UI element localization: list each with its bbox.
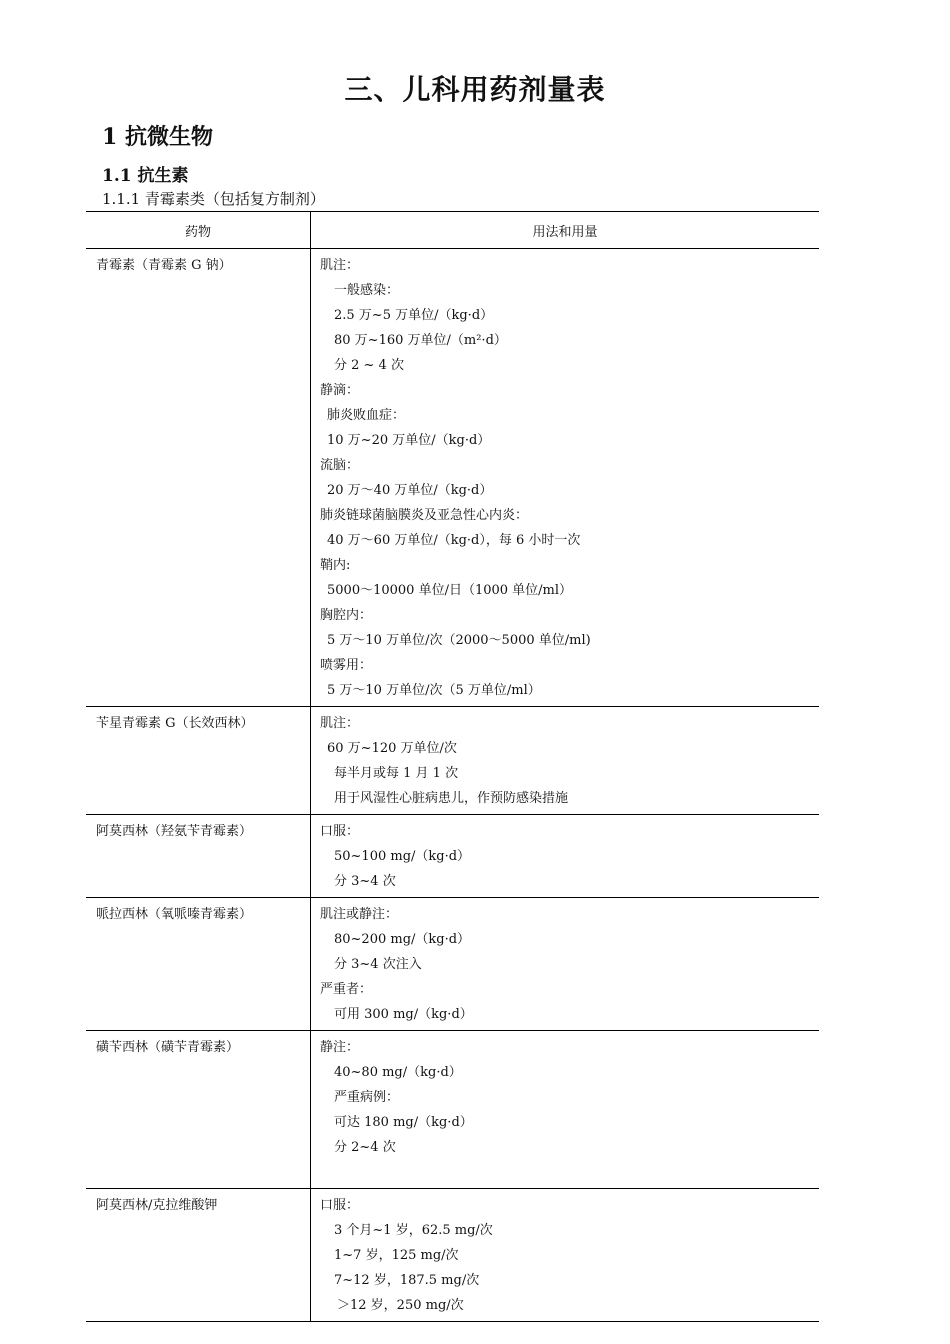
header-usage: 用法和用量 bbox=[311, 212, 820, 249]
dosage-line: 口服： bbox=[320, 824, 360, 839]
dosage-line: ＞12 岁，250 mg/次 bbox=[337, 1298, 464, 1313]
dosage-line: 每半月或每 1 月 1 次 bbox=[334, 766, 459, 781]
dosage-table bbox=[86, 211, 819, 1322]
section-heading: 1 抗微生物 bbox=[102, 124, 213, 150]
dosage-line: 口服： bbox=[320, 1198, 360, 1213]
table-row bbox=[86, 1031, 819, 1189]
table-body bbox=[86, 249, 819, 1322]
drug-name-cell: 磺苄西林（磺苄青霉素） bbox=[86, 1031, 311, 1189]
dosage-line: 分 3~4 次 bbox=[334, 874, 396, 889]
table-row bbox=[86, 707, 819, 815]
usage-dosage-cell bbox=[311, 898, 820, 1031]
drug-name-cell: 苄星青霉素 G（长效西林） bbox=[86, 707, 311, 815]
dosage-line: 胸腔内： bbox=[320, 608, 373, 623]
dosage-line: 一般感染： bbox=[334, 283, 400, 298]
dosage-line: 分 2 ~ 4 次 bbox=[334, 358, 404, 373]
dosage-line: 鞘内: bbox=[320, 558, 351, 573]
dosage-line: 肌注： bbox=[320, 258, 360, 273]
dosage-line: 5 万～10 万单位/次（5 万单位/ml） bbox=[327, 683, 541, 698]
usage-dosage-cell bbox=[311, 707, 820, 815]
dosage-line: 80~200 mg/（kg·d） bbox=[334, 932, 471, 947]
drug-name-cell: 阿莫西林/克拉维酸钾 bbox=[86, 1189, 311, 1322]
drug-name-cell: 哌拉西林（氧哌嗪青霉素） bbox=[86, 898, 311, 1031]
drug-name-cell: 阿莫西林（羟氨苄青霉素） bbox=[86, 815, 311, 898]
dosage-line: 50~100 mg/（kg·d） bbox=[334, 849, 471, 864]
dosage-line: 分 3~4 次注入 bbox=[334, 957, 422, 972]
dosage-line: 40~80 mg/（kg·d） bbox=[334, 1065, 462, 1080]
dosage-line: 用于风湿性心脏病患儿，作预防感染措施 bbox=[334, 791, 569, 806]
document-title: 三、儿科用药剂量表 bbox=[344, 73, 606, 106]
dosage-line: 静滴： bbox=[320, 383, 360, 398]
table-row bbox=[86, 898, 819, 1031]
dosage-line: 20 万～40 万单位/（kg·d） bbox=[327, 483, 493, 498]
subsubsection-heading: 1.1.1 青霉素类（包括复方制剂） bbox=[102, 190, 325, 208]
dosage-line: 肺炎链球菌脑膜炎及亚急性心内炎： bbox=[320, 508, 529, 523]
drug-name-cell: 青霉素（青霉素 G 钠） bbox=[86, 249, 311, 707]
table-header-row bbox=[86, 212, 819, 249]
dosage-line: 肺炎败血症： bbox=[327, 408, 406, 423]
header-drug: 药物 bbox=[86, 212, 311, 249]
dosage-line: 肌注或静注： bbox=[320, 907, 399, 922]
table-row bbox=[86, 249, 819, 707]
dosage-line: 80 万~160 万单位/（m²·d） bbox=[334, 333, 507, 348]
usage-dosage-cell bbox=[311, 1189, 820, 1322]
dosage-line: 喷雾用： bbox=[320, 658, 373, 673]
dosage-line: 静注： bbox=[320, 1040, 360, 1055]
dosage-line: 分 2~4 次 bbox=[334, 1140, 396, 1155]
table-row bbox=[86, 1189, 819, 1322]
dosage-line bbox=[320, 1160, 819, 1185]
dosage-line: 60 万~120 万单位/次 bbox=[327, 741, 457, 756]
dosage-line: 5 万～10 万单位/次（2000～5000 单位/ml) bbox=[327, 633, 591, 648]
dosage-line: 严重病例： bbox=[334, 1090, 400, 1105]
usage-dosage-cell bbox=[311, 1031, 820, 1189]
dosage-line: 5000～10000 单位/日（1000 单位/ml） bbox=[327, 583, 573, 598]
dosage-line: 严重者： bbox=[320, 982, 373, 997]
dosage-line: 可用 300 mg/（kg·d） bbox=[334, 1007, 473, 1022]
dosage-line: 40 万～60 万单位/（kg·d），每 6 小时一次 bbox=[327, 533, 581, 548]
dosage-line: 1~7 岁，125 mg/次 bbox=[334, 1248, 459, 1263]
subsection-heading: 1.1 抗生素 bbox=[102, 166, 189, 186]
dosage-line: 10 万~20 万单位/（kg·d） bbox=[327, 433, 491, 448]
usage-dosage-cell bbox=[311, 815, 820, 898]
dosage-line: 3 个月~1 岁，62.5 mg/次 bbox=[334, 1223, 493, 1238]
dosage-line: 流脑： bbox=[320, 458, 360, 473]
dosage-line: 7~12 岁，187.5 mg/次 bbox=[334, 1273, 480, 1288]
dosage-line: 肌注： bbox=[320, 716, 360, 731]
dosage-line: 2.5 万~5 万单位/（kg·d） bbox=[334, 308, 494, 323]
table-row bbox=[86, 815, 819, 898]
usage-dosage-cell bbox=[311, 249, 820, 707]
dosage-line: 可达 180 mg/（kg·d） bbox=[334, 1115, 473, 1130]
